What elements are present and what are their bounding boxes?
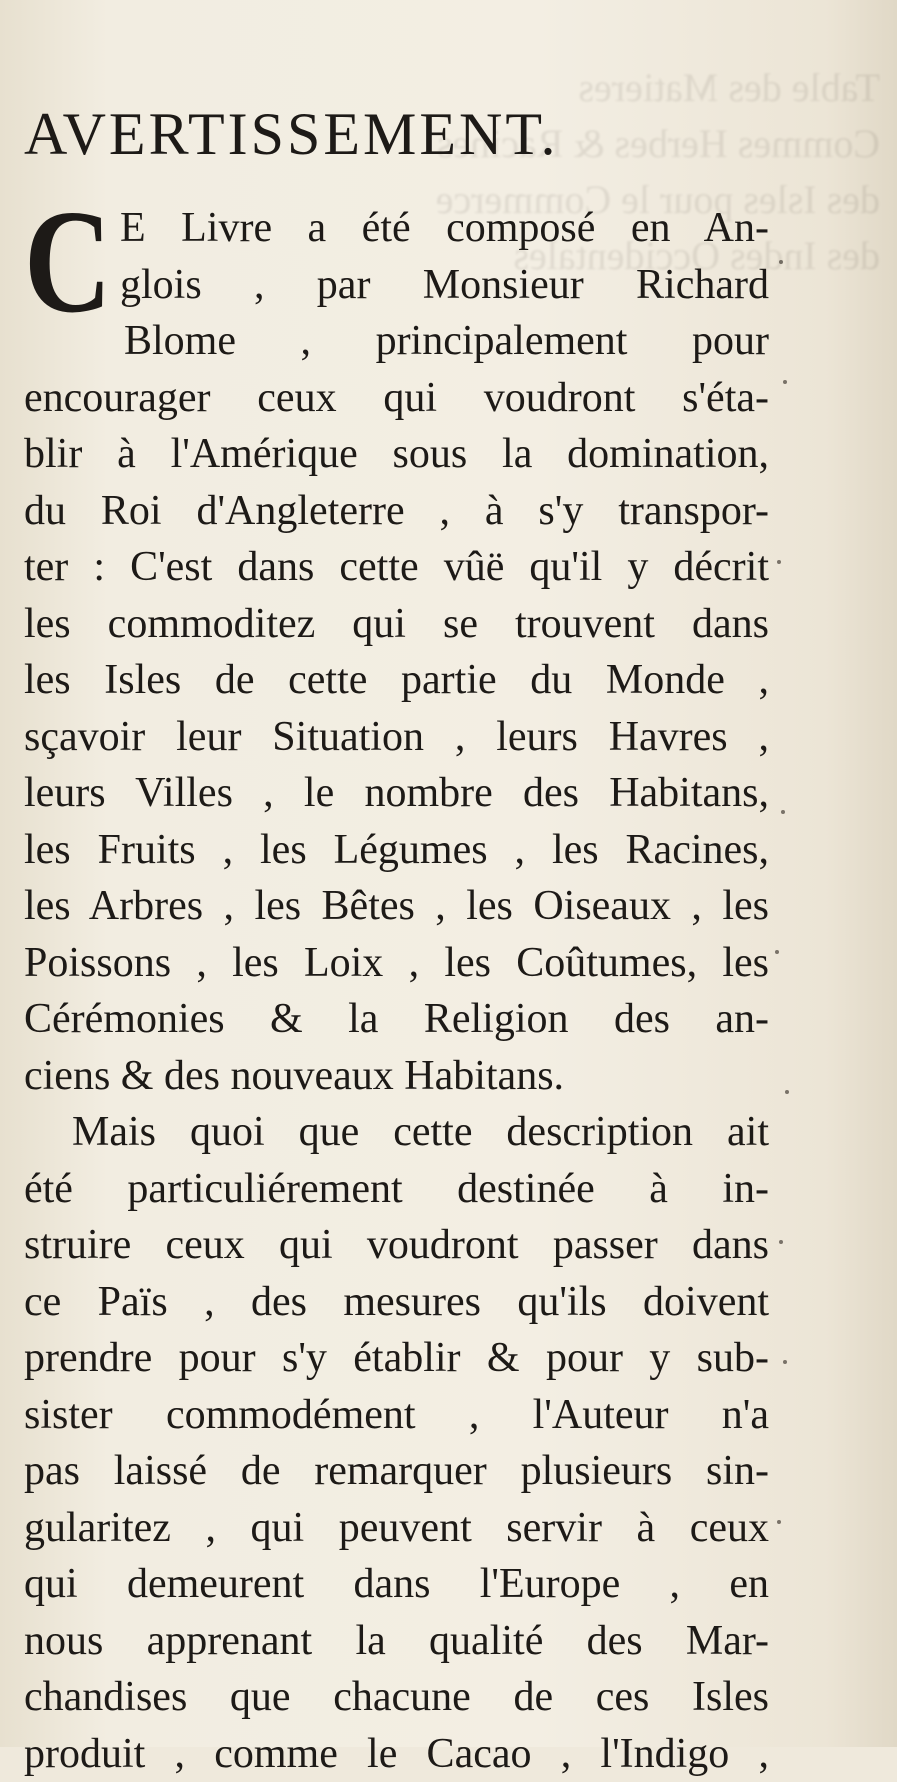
drop-cap: C: [24, 204, 106, 320]
text-line: été particuliérement destinée à in-: [24, 1161, 769, 1218]
text-line: produit , comme le Cacao , l'Indigo ,: [24, 1726, 769, 1782]
text-line: chandises que chacune de ces Isles: [24, 1669, 769, 1726]
text-line: les Fruits , les Légumes , les Racines,: [24, 822, 769, 879]
text-line: struire ceux qui voudront passer dans: [24, 1217, 769, 1274]
text-line: ciens & des nouveaux Habitans.: [24, 1048, 769, 1105]
margin-specks: [773, 230, 793, 1630]
page-heading: AVERTISSEMENT.: [24, 98, 724, 170]
paragraph-1: [24, 200, 769, 1104]
text-line: les commoditez qui se trouvent dans: [24, 596, 769, 653]
text-line: sçavoir leur Situation , leurs Havres ,: [24, 709, 769, 766]
text-line: ce Païs , des mesures qu'ils doivent: [24, 1274, 769, 1331]
text-line: E Livre a été composé en An-: [24, 200, 769, 257]
text-line: encourager ceux qui voudront s'éta-: [24, 370, 769, 427]
text-line: pas laissé de remarquer plusieurs sin-: [24, 1443, 769, 1500]
body-text: [24, 200, 769, 1782]
text-line: nous apprenant la qualité des Mar-: [24, 1613, 769, 1670]
text-line: leurs Villes , le nombre des Habitans,: [24, 765, 769, 822]
text-line: glois , par Monsieur Richard: [24, 257, 769, 314]
text-line: blir à l'Amérique sous la domination,: [24, 426, 769, 483]
text-line: Mais quoi que cette description ait: [24, 1104, 769, 1161]
text-line: ter : C'est dans cette vûë qu'il y décrit: [24, 539, 769, 596]
text-line: Blome , principalement pour: [24, 313, 769, 370]
text-line: Cérémonies & la Religion des an-: [24, 991, 769, 1048]
text-line: Poissons , les Loix , les Coûtumes, les: [24, 935, 769, 992]
text-line: sister commodément , l'Auteur n'a: [24, 1387, 769, 1444]
show-through-text: Table des Matieres Commes Herbes & Racines des Isles pour le Commerce des Indes Occidentales: [340, 60, 880, 390]
text-line: les Arbres , les Bêtes , les Oiseaux , les: [24, 878, 769, 935]
text-line: qui demeurent dans l'Europe , en: [24, 1556, 769, 1613]
text-line: gularitez , qui peuvent servir à ceux: [24, 1500, 769, 1557]
text-line: du Roi d'Angleterre , à s'y transpor-: [24, 483, 769, 540]
text-line: les Isles de cette partie du Monde ,: [24, 652, 769, 709]
text-line: prendre pour s'y établir & pour y sub-: [24, 1330, 769, 1387]
paragraph-2: [24, 1104, 769, 1782]
